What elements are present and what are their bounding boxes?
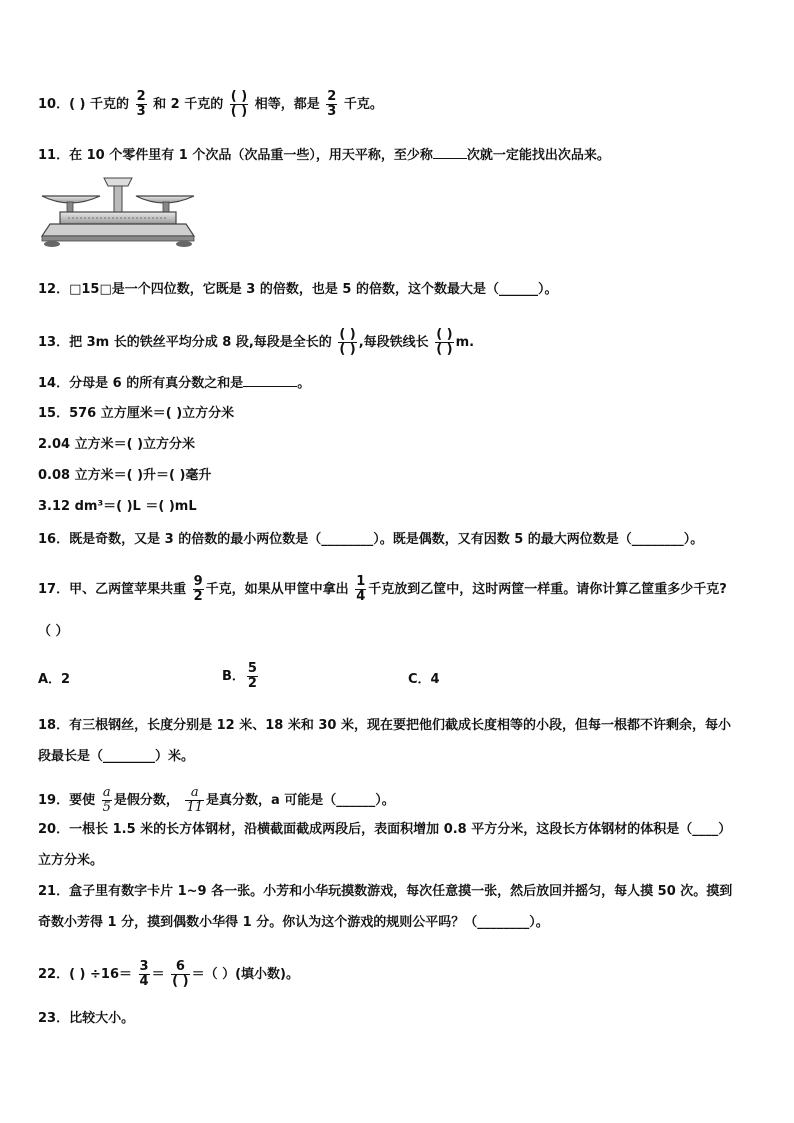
- q15-text-1: 15．576 立方厘米＝( )立方分米: [38, 406, 235, 421]
- q17-fraction-2: $\frac{1}{4}$: [356, 574, 366, 604]
- question-21-line-2: [38, 915, 549, 931]
- q21-text-2: 奇数小芳得 1 分，摸到偶数小华得 1 分。你认为这个游戏的规则公平吗？（________）。: [38, 915, 549, 930]
- q15-text-3: 0.08 立方米＝( )升＝( )毫升: [38, 468, 212, 483]
- q20-text-1: 20．一根长 1.5 米的长方体钢材，沿横截面截成两段后，表面积增加 0.8 平方分米，这段长方体钢材的体积是（____）: [38, 822, 732, 837]
- question-18-line-1: [38, 718, 731, 734]
- q17-text-2: 千克，如果从甲筐中拿出: [205, 582, 349, 597]
- question-23: [38, 1011, 134, 1027]
- question-15-line-1: [38, 406, 234, 422]
- q13-text-2: ,每段铁线长: [358, 335, 429, 350]
- q10-text-2: 和 2 千克的: [153, 97, 224, 112]
- q11-text-1: 11．在 10 个零件里有 1 个次品（次品重一些），用天平称，至少称: [38, 148, 433, 163]
- q17-text-1: 17．甲、乙两筐苹果共重: [38, 582, 187, 597]
- q10-fraction-1: $\frac{2}{3}$: [136, 89, 146, 119]
- q14-text-2: 。: [297, 376, 311, 391]
- question-17-option-b[interactable]: [222, 662, 260, 691]
- q22-fraction-blank: $\frac{6}{( )}$: [172, 959, 189, 989]
- question-11: [38, 146, 610, 164]
- q10-text-4: 千克。: [343, 97, 383, 112]
- q13-text-3: m.: [455, 335, 475, 350]
- question-20-line-1: [38, 822, 731, 838]
- option-b-fraction: $\frac{5}{2}$: [247, 661, 257, 691]
- q18-text-2: 段最长是（________）米。: [38, 749, 195, 764]
- q17-text-3: 千克放到乙筐中，这时两筐一样重。请你计算乙筐重多少千克?: [368, 582, 727, 597]
- option-a-label: A．2: [38, 672, 71, 687]
- q12-text: 12．□15□是一个四位数，它既是 3 的倍数，也是 5 的倍数，这个数最大是（______）。: [38, 282, 558, 297]
- question-17-option-a[interactable]: [38, 672, 70, 688]
- q19-text-2: 是假分数，: [113, 793, 179, 808]
- q20-text-2: 立方分米。: [38, 853, 104, 868]
- question-12: [38, 282, 557, 298]
- q10-fraction-blank: $\frac{( )}{( )}$: [230, 89, 248, 119]
- question-17: [38, 575, 727, 604]
- option-c-label: C．4: [408, 672, 440, 687]
- q16-text: 16．既是奇数，又是 3 的倍数的最小两位数是（________）。既是偶数，又有因数 5 的最大两位数是（________）。: [38, 532, 704, 547]
- q19-text-3: 是真分数，a 可能是（______）。: [206, 793, 395, 808]
- question-14: [38, 374, 310, 392]
- q22-fraction-1: $\frac{3}{4}$: [139, 959, 149, 989]
- question-15-line-2: [38, 437, 195, 453]
- q19-fraction-2: $\frac{a}{11}$: [186, 785, 203, 815]
- question-17-answer[interactable]: [38, 624, 69, 640]
- question-18-line-2: [38, 749, 194, 765]
- q10-text-1: 10．( ) 千克的: [38, 97, 130, 112]
- q13-fraction-blank-2: $\frac{( )}{( )}$: [436, 327, 453, 357]
- question-19: [38, 786, 395, 815]
- q18-text-1: 18．有三根钢丝，长度分别是 12 米、18 米和 30 米，现在要把他们截成长度相等的小段，但每一根都不许剩余，每小: [38, 718, 731, 733]
- q17-fraction-1: $\frac{9}{2}$: [193, 574, 203, 604]
- option-b-label: B．: [222, 669, 245, 684]
- question-22: [38, 960, 299, 989]
- q13-text-1: 13．把 3m 长的铁丝平均分成 8 段,每段是全长的: [38, 335, 332, 350]
- balance-scale-image: [38, 176, 198, 254]
- q14-text-1: 14．分母是 6 的所有真分数之和是: [38, 376, 244, 391]
- question-17-option-c[interactable]: [408, 672, 440, 688]
- q22-text-1: 22．( ) ÷16＝: [38, 967, 133, 982]
- q13-fraction-blank-1: $\frac{( )}{( )}$: [339, 327, 356, 357]
- q22-equals: ＝: [151, 967, 165, 982]
- q19-text-1: 19．要使: [38, 793, 96, 808]
- q17-answer-paren: （ ）: [38, 624, 69, 639]
- question-13: [38, 328, 474, 357]
- q15-text-2: 2.04 立方米＝( )立方分米: [38, 437, 196, 452]
- question-21-line-1: [38, 884, 732, 900]
- q21-text-1: 21．盒子里有数字卡片 1~9 各一张。小芳和小华玩摸数游戏，每次任意摸一张，然后放回并摇匀，每人摸 50 次。摸到: [38, 884, 733, 899]
- q22-text-2: ＝（ ）(填小数)。: [191, 967, 299, 982]
- answer-blank[interactable]: [243, 374, 297, 387]
- question-15-line-4: [38, 499, 197, 515]
- q19-fraction-1: $\frac{a}{5}$: [102, 785, 111, 815]
- q23-text: 23．比较大小。: [38, 1011, 135, 1026]
- question-20-line-2: [38, 853, 103, 869]
- answer-blank[interactable]: [433, 146, 467, 159]
- q10-text-3: 相等，都是: [254, 97, 320, 112]
- q11-text-2: 次就一定能找出次品来。: [466, 148, 610, 163]
- question-16: [38, 532, 703, 548]
- question-10: [38, 90, 383, 119]
- q10-fraction-2: $\frac{2}{3}$: [327, 89, 337, 119]
- question-15-line-3: [38, 468, 211, 484]
- q15-text-4: 3.12 dm³＝( )L ＝( )mL: [38, 499, 197, 514]
